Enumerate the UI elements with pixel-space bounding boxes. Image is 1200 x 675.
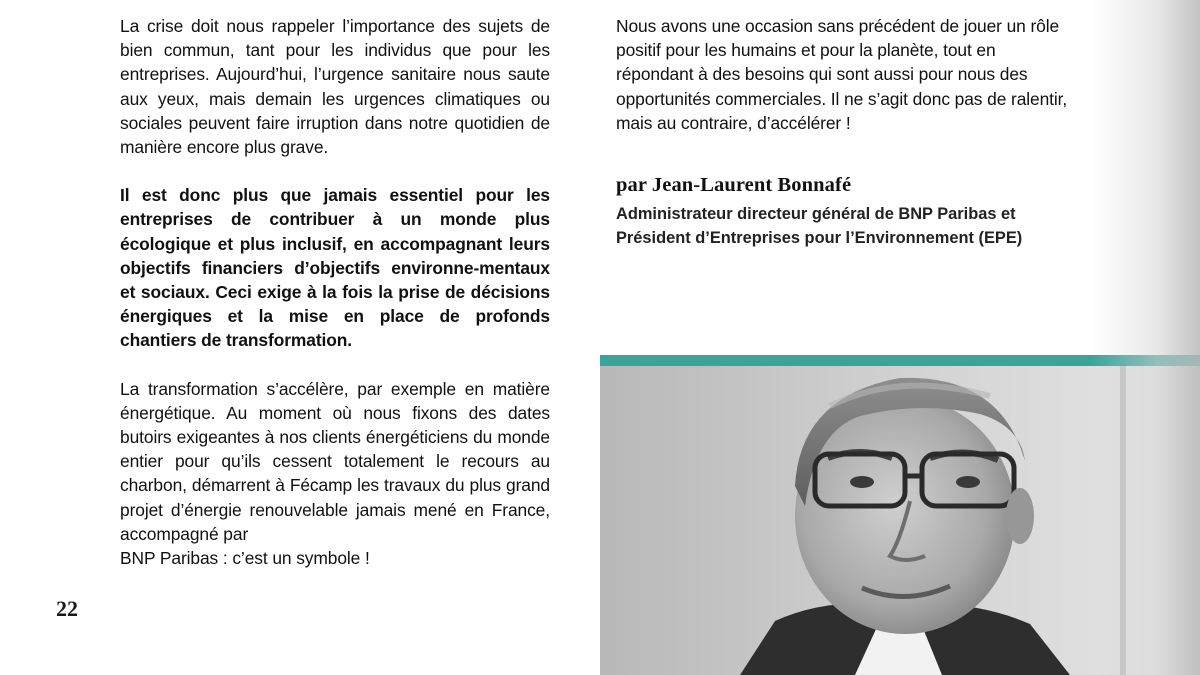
intro-paragraph: La crise doit nous rappeler l’importance des sujets de bien commun, tant pour les individus que pour les entreprises. Aujourd’hui, l’urgence sanitaire nous saute aux yeux, mais demain les urgences climatiques ou sociales peuvent faire irruption dans notre quotidien de manière encore plus grave. bbox=[120, 16, 550, 158]
transformation-paragraph: La transformation s’accélère, par exemple en matière énergétique. Au moment où nous fixons des dates butoirs exigeantes à nos clients énergéticiens du monde entier pour qu’ils cessent totalement le recours au charbon, démarrent à Fécamp les travaux du plus grand projet d’énergie renouvelable jamais mené en France, accompagné par bbox=[120, 378, 550, 544]
page-number: 22 bbox=[56, 596, 78, 621]
portrait-illustration bbox=[600, 366, 1200, 675]
left-text-column bbox=[120, 14, 550, 570]
author-name: par Jean-Laurent Bonnafé bbox=[616, 174, 852, 196]
right-text-column bbox=[616, 14, 1076, 135]
author-portrait bbox=[600, 366, 1200, 675]
accent-bar bbox=[600, 355, 1200, 366]
transformation-paragraph-end: BNP Paribas : c’est un symbole ! bbox=[120, 548, 370, 569]
opportunity-paragraph: Nous avons une occasion sans précédent de jouer un rôle positif pour les humains et pour la planète, tout en répondant à des besoins qui sont aussi pour nous des opportunités commerciales. Il ne s’agit donc pas de ralentir, mais au contraire, d’accélérer ! bbox=[616, 16, 1068, 133]
highlight-paragraph: Il est donc plus que jamais essentiel pour les entreprises de contribuer à un monde plus écologique et plus inclusif, en accompagnant leurs objectifs financiers d’objectifs environne-mentaux et sociaux. Ceci exige à la fois la prise de décisions énergiques et la mise en place de profonds chantiers de transformation. bbox=[120, 185, 550, 351]
author-role: Administrateur directeur général de BNP Paribas et Président d’Entreprises pour l’Environnement (EPE) bbox=[616, 205, 1023, 247]
